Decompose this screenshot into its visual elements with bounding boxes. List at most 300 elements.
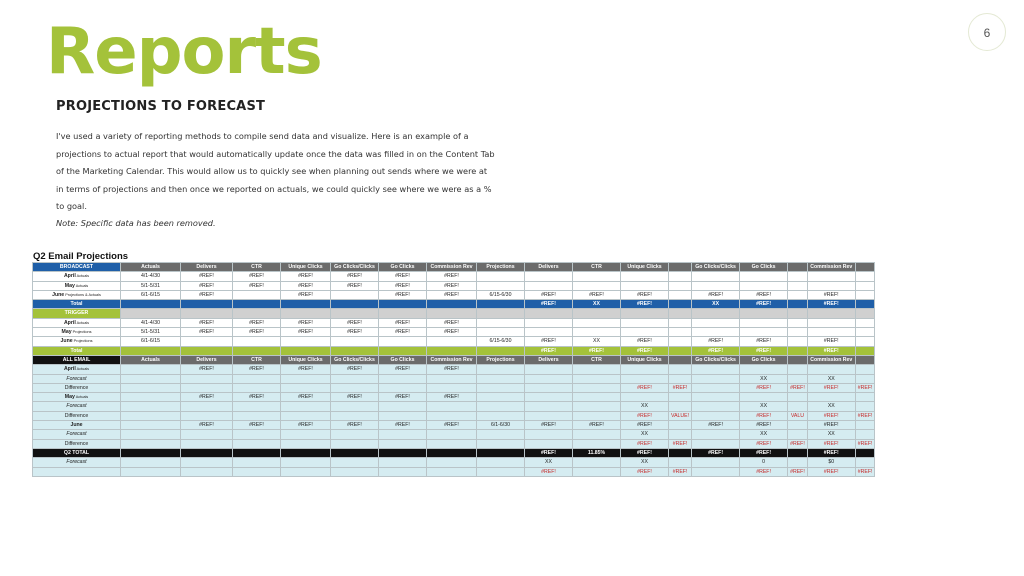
sheet-cell [379,402,427,411]
sheet-cell: #REF! [427,365,477,374]
sheet-cell: XX [621,402,669,411]
sheet-cell: Projections [477,263,525,272]
sheet-row-label: May Actuals [33,393,121,402]
sheet-cell: CTR [233,355,281,364]
sheet-cell [573,430,621,439]
sheet-cell [692,467,740,476]
sheet-cell: #REF! [281,272,331,281]
sheet-cell [788,328,808,337]
sheet-cell [331,337,379,346]
sheet-cell: #REF! [807,439,855,448]
sheet-cell: Commission Rev [807,355,855,364]
sheet-cell [181,346,233,355]
sheet-cell: #REF! [621,383,669,392]
sheet-row-label: Q2 TOTAL [33,448,121,457]
sheet-cell [855,458,875,467]
sheet-cell [621,393,669,402]
sheet-cell: #REF! [233,421,281,430]
sheet-cell [525,365,573,374]
sheet-cell [233,337,281,346]
sheet-row-label: June [33,421,121,430]
sheet-cell [121,365,181,374]
sheet-cell [573,328,621,337]
sheet-cell [855,309,875,318]
sheet-cell: #REF! [621,421,669,430]
sheet-cell [281,467,331,476]
sheet-cell: #REF! [621,337,669,346]
sheet-cell [477,467,525,476]
sheet-cell [788,318,808,327]
sheet-cell: #REF! [740,300,788,309]
sheet-cell: #REF! [331,393,379,402]
sheet-cell [379,458,427,467]
sheet-cell: XX [621,458,669,467]
sheet-cell [573,281,621,290]
sheet-cell [331,430,379,439]
sheet-cell: 6/15-6/30 [477,337,525,346]
sheet-cell [427,448,477,457]
sheet-cell [181,458,233,467]
sheet-row [33,402,875,411]
sheet-cell: #REF! [427,318,477,327]
sheet-cell [621,374,669,383]
sheet-cell: #REF! [807,290,855,299]
sheet-cell: 5/1-5/31 [121,328,181,337]
sheet-cell [788,448,808,457]
sheet-cell: #REF! [692,448,740,457]
sheet-cell: #REF! [181,365,233,374]
sheet-cell [788,309,808,318]
sheet-cell: #REF! [181,393,233,402]
sheet-row [33,421,875,430]
sheet-cell [855,448,875,457]
sheet-cell: #REF! [525,290,573,299]
sheet-cell [233,383,281,392]
sheet-cell: 11.85% [573,448,621,457]
sheet-cell [692,402,740,411]
sheet-cell [281,402,331,411]
sheet-row-label: Difference [33,383,121,392]
sheet-cell: #REF! [807,337,855,346]
sheet-cell [788,337,808,346]
sheet-cell: #REF! [379,290,427,299]
sheet-cell [692,383,740,392]
sheet-cell [807,309,855,318]
sheet-cell: #REF! [855,411,875,420]
sheet-cell [525,318,573,327]
sheet-cell [379,383,427,392]
sheet-row-label: May Actuals [33,281,121,290]
sheet-cell [331,458,379,467]
sheet-row [33,448,875,457]
sheet-cell: #REF! [692,421,740,430]
sheet-cell: #REF! [233,328,281,337]
sheet-row-label: April Actuals [33,318,121,327]
sheet-cell: #REF! [669,383,692,392]
sheet-cell: XX [525,458,573,467]
sheet-cell [573,439,621,448]
sheet-cell [427,383,477,392]
sheet-cell [121,411,181,420]
sheet-cell: Actuals [121,263,181,272]
sheet-row [33,467,875,476]
sheet-cell [477,346,525,355]
sheet-row-label: ALL EMAIL [33,355,121,364]
sheet-cell [807,393,855,402]
sheet-cell [379,337,427,346]
sheet-cell [121,430,181,439]
sheet-cell: #REF! [692,337,740,346]
sheet-cell [477,374,525,383]
sheet-cell [855,374,875,383]
sheet-cell [181,467,233,476]
sheet-cell: VALUE! [669,411,692,420]
sheet-cell: #REF! [573,346,621,355]
sheet-cell [281,448,331,457]
sheet-cell: #REF! [621,448,669,457]
sheet-cell: #REF! [573,290,621,299]
sheet-cell: #REF! [740,439,788,448]
row-sublabel: Projections [72,339,93,344]
sheet-cell [855,402,875,411]
sheet-cell: XX [692,300,740,309]
sheet-cell: XX [573,300,621,309]
sheet-cell: XX [740,402,788,411]
spreadsheet-title: Q2 Email Projections [33,251,129,262]
sheet-cell [281,411,331,420]
sheet-cell: #REF! [525,448,573,457]
sheet-cell [855,337,875,346]
sheet-cell [573,458,621,467]
sheet-cell [669,281,692,290]
sheet-cell [692,328,740,337]
sheet-cell: #REF! [621,290,669,299]
sheet-cell [855,272,875,281]
sheet-cell [121,439,181,448]
sheet-cell [525,374,573,383]
sheet-cell [525,402,573,411]
sheet-cell [181,300,233,309]
row-sublabel: Actuals [75,367,90,372]
sheet-cell [807,281,855,290]
sheet-cell [233,402,281,411]
sheet-cell [525,281,573,290]
sheet-cell [855,430,875,439]
row-sublabel: Projections & Actuals [64,292,101,297]
sheet-cell [233,374,281,383]
sheet-cell [788,290,808,299]
row-sublabel: Actuals [74,395,89,400]
sheet-cell [477,439,525,448]
sheet-cell [788,430,808,439]
sheet-cell: #REF! [379,318,427,327]
sheet-cell [669,355,692,364]
sheet-cell: 5/1-5/31 [121,281,181,290]
sheet-cell: #REF! [692,346,740,355]
sheet-cell [855,365,875,374]
sheet-cell: #REF! [281,318,331,327]
sheet-cell [379,300,427,309]
body-paragraph: I've used a variety of reporting methods to compile send data and visualize. Here is an example of a projections to actual report that would automatically update once the data was filled in on the Content Tab of the Marketing Calendar. This would allow us to quickly see when planning out sends where we were at in terms of projections and then once we reported on actuals, we could quickly see where we were as a % to goal. [56,131,495,211]
sheet-cell [573,393,621,402]
sheet-cell: #REF! [379,281,427,290]
sheet-cell [379,346,427,355]
sheet-cell [525,439,573,448]
sheet-cell: #REF! [379,328,427,337]
sheet-cell: #REF! [740,421,788,430]
sheet-cell [573,272,621,281]
sheet-cell: #REF! [740,383,788,392]
sheet-cell: XX [573,337,621,346]
sheet-cell: XX [621,430,669,439]
sheet-cell [669,402,692,411]
sheet-cell: #REF! [525,421,573,430]
sheet-cell [855,393,875,402]
sheet-cell [525,411,573,420]
sheet-cell [331,346,379,355]
sheet-cell [477,383,525,392]
sheet-cell [788,402,808,411]
sheet-cell: Commission Rev [807,263,855,272]
sheet-cell: #REF! [807,448,855,457]
sheet-cell [788,421,808,430]
sheet-cell: #REF! [427,290,477,299]
row-sublabel: Actuals [75,274,90,279]
sheet-cell: #REF! [181,328,233,337]
sheet-cell: #REF! [181,290,233,299]
sheet-cell: XX [807,374,855,383]
sheet-cell [331,411,379,420]
sheet-cell: #REF! [740,411,788,420]
sheet-cell [281,337,331,346]
sheet-cell: Go Clicks/Clicks [692,263,740,272]
sheet-cell [669,448,692,457]
row-sublabel: Projections [71,330,92,335]
sheet-cell [740,309,788,318]
sheet-cell [669,421,692,430]
sheet-cell [692,374,740,383]
sheet-cell: Go Clicks/Clicks [331,355,379,364]
sheet-cell: #REF! [669,467,692,476]
sheet-cell: #REF! [669,439,692,448]
sheet-cell [281,300,331,309]
sheet-cell [427,439,477,448]
sheet-cell: Unique Clicks [621,355,669,364]
sheet-cell [573,365,621,374]
sheet-cell: Go Clicks [740,355,788,364]
sheet-cell [121,309,181,318]
sheet-cell [573,318,621,327]
sheet-cell [807,318,855,327]
sheet-cell [427,467,477,476]
sheet-cell [525,328,573,337]
sheet-cell [379,448,427,457]
sheet-cell: Delivers [525,355,573,364]
sheet-cell: #REF! [621,300,669,309]
sheet-cell: #REF! [233,281,281,290]
sheet-cell: CTR [573,263,621,272]
sheet-row-label: BROADCAST [33,263,121,272]
sheet-cell: #REF! [740,448,788,457]
sheet-cell: #REF! [788,383,808,392]
sheet-cell [121,467,181,476]
sheet-cell [233,411,281,420]
sheet-cell: #REF! [331,328,379,337]
sheet-cell [855,421,875,430]
sheet-cell [477,281,525,290]
sheet-cell [121,300,181,309]
sheet-cell [281,309,331,318]
sheet-row [33,290,875,299]
sheet-row-label [33,467,121,476]
sheet-row-label: Total [33,300,121,309]
sheet-cell [181,402,233,411]
sheet-cell [525,272,573,281]
sheet-cell [855,290,875,299]
sheet-row [33,383,875,392]
sheet-cell: #REF! [181,281,233,290]
sheet-cell: #REF! [233,393,281,402]
sheet-cell [855,300,875,309]
sheet-cell [621,309,669,318]
sheet-cell: Go Clicks [379,355,427,364]
sheet-cell [427,346,477,355]
sheet-cell [692,411,740,420]
sheet-cell [525,430,573,439]
sheet-cell: 6/1-6/15 [121,337,181,346]
sheet-cell [807,365,855,374]
sheet-cell [669,346,692,355]
sheet-cell: Go Clicks [740,263,788,272]
sheet-cell: Go Clicks [379,263,427,272]
sheet-cell: XX [740,430,788,439]
sheet-cell: #REF! [692,290,740,299]
sheet-cell: Delivers [181,263,233,272]
sheet-cell [233,467,281,476]
sheet-cell [427,309,477,318]
sheet-cell: 6/15-6/30 [477,290,525,299]
sheet-cell [427,337,477,346]
sheet-cell: #REF! [788,439,808,448]
sheet-cell [379,411,427,420]
sheet-cell [525,309,573,318]
sheet-cell: #REF! [379,272,427,281]
sheet-cell: #REF! [427,421,477,430]
sheet-row-label: April Actuals [33,272,121,281]
sheet-cell: #REF! [331,365,379,374]
sheet-cell [669,458,692,467]
sheet-cell [477,393,525,402]
sheet-cell [669,365,692,374]
sheet-cell: #REF! [807,300,855,309]
sheet-row-label: April Actuals [33,365,121,374]
sheet-cell: #REF! [281,290,331,299]
sheet-cell [331,383,379,392]
sheet-row [33,318,875,327]
sheet-cell [427,374,477,383]
sheet-cell [281,439,331,448]
sheet-cell: #REF! [807,383,855,392]
sheet-cell [740,318,788,327]
sheet-cell [477,318,525,327]
sheet-cell: CTR [573,355,621,364]
sheet-cell: #REF! [233,365,281,374]
sheet-cell [477,411,525,420]
sheet-cell: #REF! [525,467,573,476]
sheet-cell: Unique Clicks [621,263,669,272]
sheet-cell: #REF! [379,421,427,430]
sheet-cell [788,355,808,364]
sheet-cell: #REF! [181,272,233,281]
sheet-cell [740,393,788,402]
sheet-cell: 6/1-6/30 [477,421,525,430]
sheet-cell [621,281,669,290]
sheet-cell [181,309,233,318]
sheet-cell: Unique Clicks [281,263,331,272]
sheet-cell: #REF! [807,421,855,430]
sheet-cell [121,383,181,392]
sheet-cell: VALU [788,411,808,420]
sheet-row-label: June Projections [33,337,121,346]
sheet-cell [427,430,477,439]
sheet-cell: #REF! [525,300,573,309]
sheet-row [33,328,875,337]
sheet-cell [181,430,233,439]
sheet-row-label: Forecast [33,402,121,411]
sheet-cell: Commission Rev [427,355,477,364]
sheet-cell: #REF! [281,393,331,402]
sheet-cell [692,318,740,327]
sheet-cell [121,346,181,355]
sheet-cell [788,272,808,281]
sheet-cell [477,430,525,439]
sheet-cell [669,309,692,318]
sheet-row [33,272,875,281]
sheet-cell [573,402,621,411]
sheet-row [33,309,875,318]
sheet-cell [281,346,331,355]
sheet-cell: #REF! [281,281,331,290]
sheet-cell: Actuals [121,355,181,364]
sheet-cell [477,328,525,337]
sheet-row [33,393,875,402]
sheet-cell [379,430,427,439]
sheet-row [33,337,875,346]
sheet-cell [477,365,525,374]
sheet-cell [181,411,233,420]
sheet-cell [525,393,573,402]
sheet-cell: #REF! [855,439,875,448]
sheet-row-label: Forecast [33,458,121,467]
sheet-cell [233,309,281,318]
sheet-cell [621,318,669,327]
sheet-cell [669,430,692,439]
sheet-cell: #REF! [855,383,875,392]
sheet-row [33,355,875,364]
sheet-cell: #REF! [740,337,788,346]
sheet-cell [692,281,740,290]
sheet-cell [121,421,181,430]
sheet-cell: #REF! [621,411,669,420]
sheet-cell [669,300,692,309]
sheet-cell: #REF! [331,421,379,430]
sheet-cell [181,439,233,448]
sheet-cell [692,272,740,281]
sheet-cell [573,374,621,383]
sheet-cell [477,309,525,318]
sheet-cell: 0 [740,458,788,467]
sheet-cell: #REF! [525,337,573,346]
